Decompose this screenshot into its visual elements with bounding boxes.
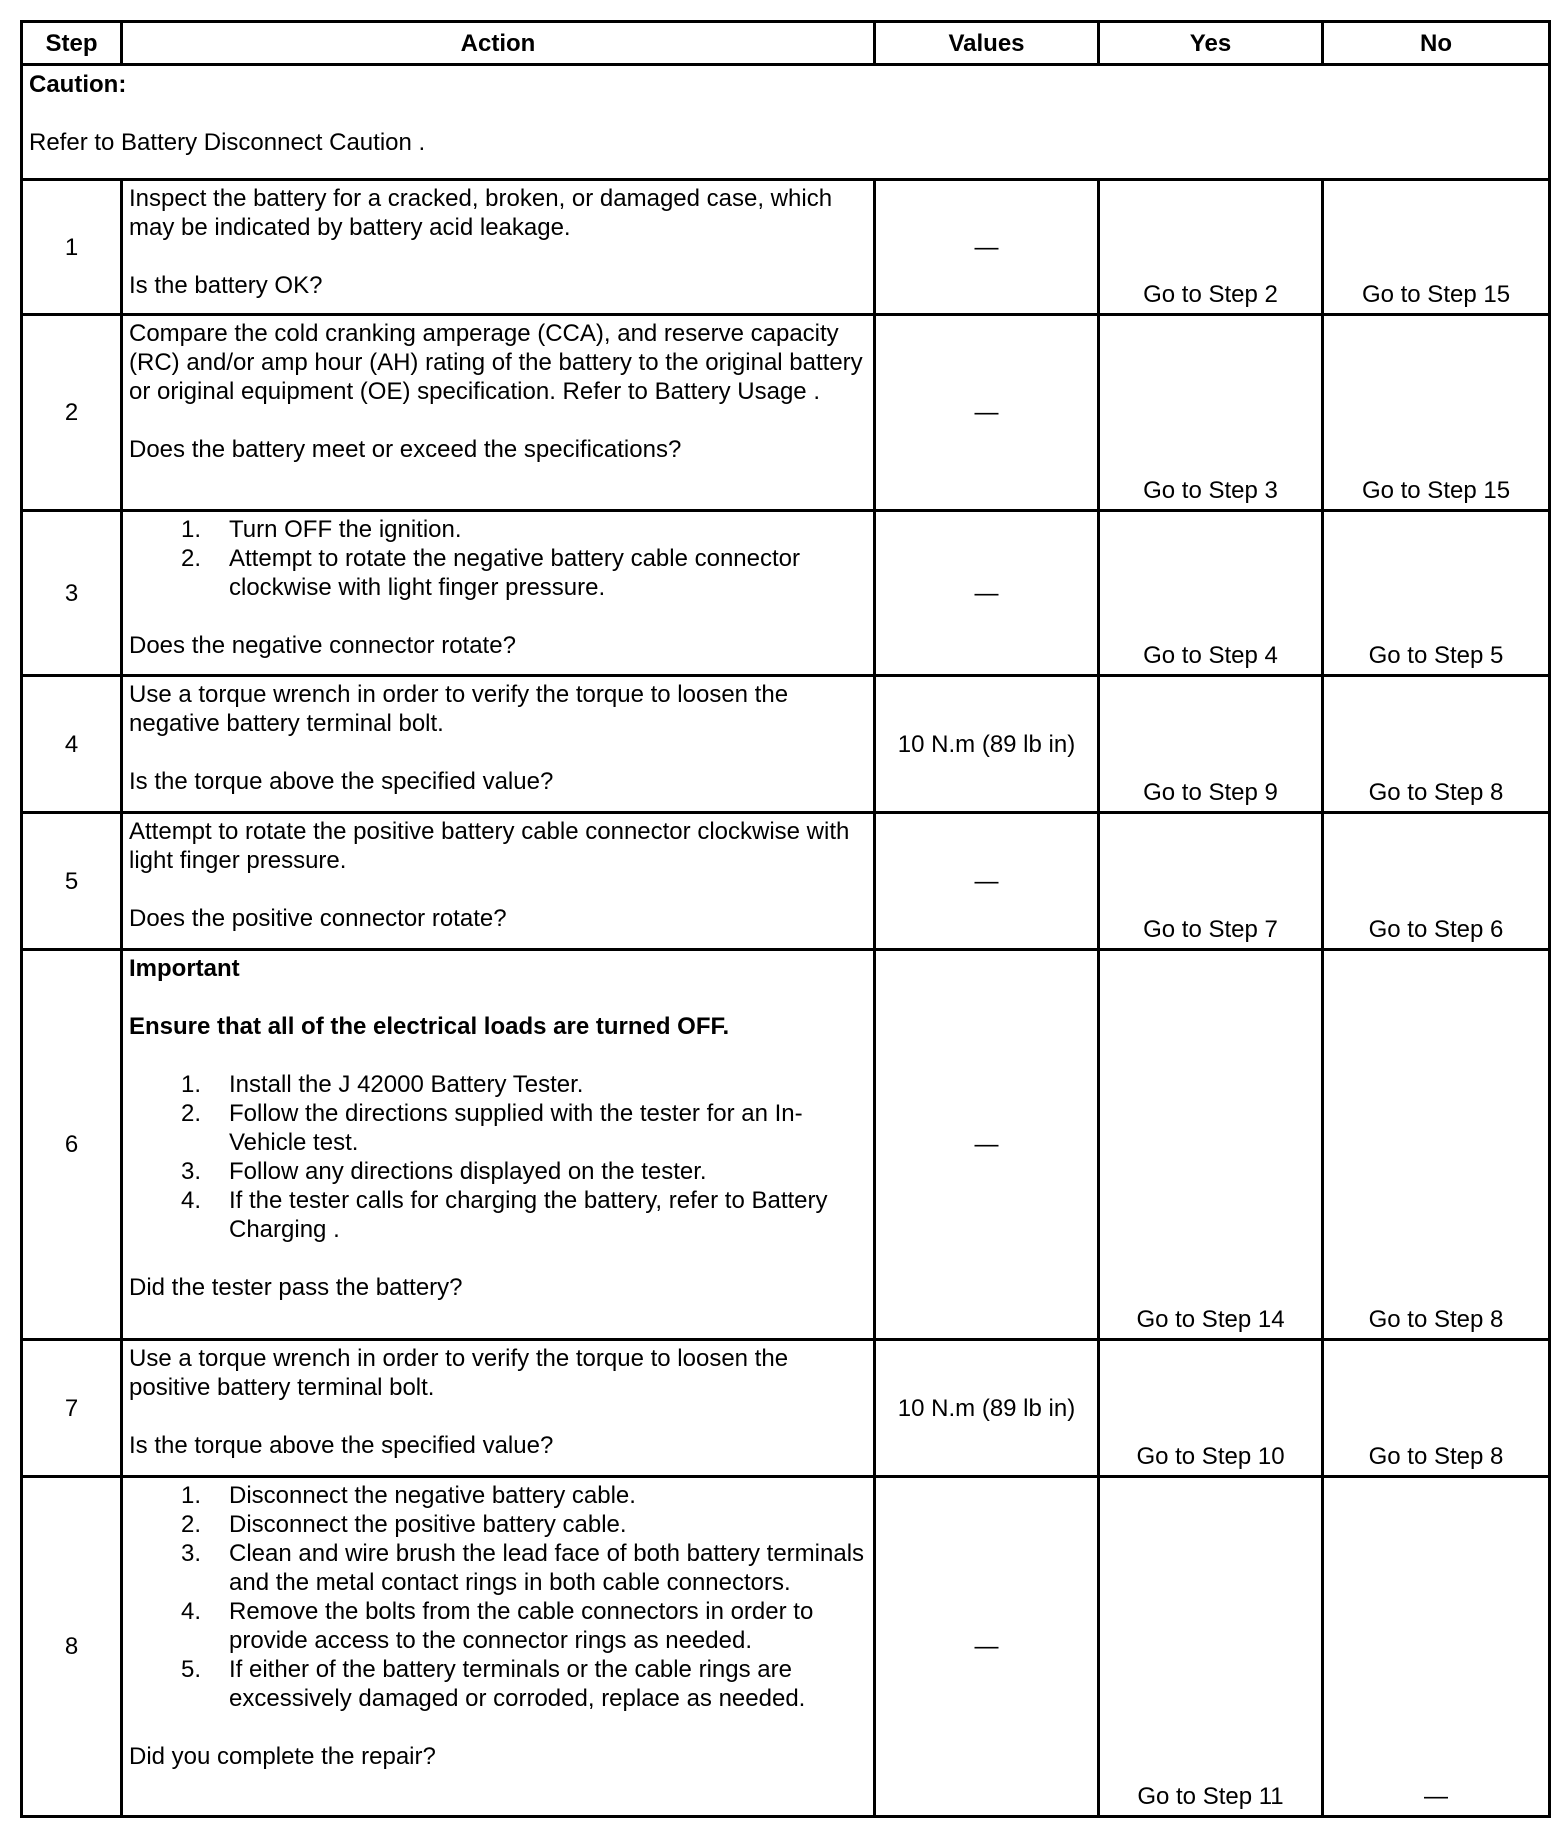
caution-text: Refer to Battery Disconnect Caution .: [29, 129, 426, 156]
yes-link[interactable]: Go to Step 3: [1099, 315, 1323, 511]
header-no: No: [1323, 22, 1550, 65]
action-cell: [122, 1340, 875, 1477]
yes-link[interactable]: Go to Step 7: [1099, 813, 1323, 950]
step-number: 1: [22, 180, 122, 315]
value-cell: —: [875, 813, 1099, 950]
yes-link[interactable]: Go to Step 4: [1099, 511, 1323, 676]
action-list: [129, 515, 869, 602]
yes-link[interactable]: Go to Step 9: [1099, 676, 1323, 813]
yes-link[interactable]: Go to Step 11: [1099, 1477, 1323, 1817]
value-cell: 10 N.m (89 lb in): [875, 676, 1099, 813]
caution-row: [22, 65, 1550, 180]
list-item: 2. Attempt to rotate the negative battery cable connector clockwise with light finger pressure.: [181, 545, 801, 601]
action-question: Did you complete the repair?: [129, 1743, 436, 1770]
action-question: Does the battery meet or exceed the specifications?: [129, 436, 682, 463]
value-cell: —: [875, 180, 1099, 315]
no-link[interactable]: Go to Step 8: [1323, 1340, 1550, 1477]
value-cell: —: [875, 315, 1099, 511]
diagnostic-table: [20, 20, 1551, 1818]
step-row-3: [22, 511, 1550, 676]
list-item: 2. Follow the directions supplied with the tester for an In-Vehicle test.: [181, 1100, 803, 1156]
step-row-1: [22, 180, 1550, 315]
action-question: Is the torque above the specified value?: [129, 1432, 554, 1459]
list-item: 5. If either of the battery terminals or the cable rings are excessively damaged or corroded, replace as needed.: [181, 1656, 806, 1712]
action-text: Use a torque wrench in order to verify the torque to loosen the positive battery terminal bolt.: [129, 1345, 789, 1401]
action-list: [129, 1070, 869, 1244]
list-item: 3. Follow any directions displayed on the tester.: [181, 1158, 707, 1185]
value-cell: —: [875, 1477, 1099, 1817]
action-cell: [122, 950, 875, 1340]
action-question: Is the torque above the specified value?: [129, 768, 554, 795]
important-text: Ensure that all of the electrical loads are turned OFF.: [129, 1013, 730, 1040]
step-number: 7: [22, 1340, 122, 1477]
no-link[interactable]: Go to Step 15: [1323, 315, 1550, 511]
no-link: —: [1323, 1477, 1550, 1817]
yes-link[interactable]: Go to Step 10: [1099, 1340, 1323, 1477]
action-text: Attempt to rotate the positive battery cable connector clockwise with light finger pressure.: [129, 818, 850, 874]
header-yes: Yes: [1099, 22, 1323, 65]
step-number: 6: [22, 950, 122, 1340]
no-link[interactable]: Go to Step 6: [1323, 813, 1550, 950]
step-row-4: [22, 676, 1550, 813]
header-action: Action: [122, 22, 875, 65]
no-link[interactable]: Go to Step 8: [1323, 950, 1550, 1340]
action-list: [129, 1481, 869, 1713]
no-link[interactable]: Go to Step 5: [1323, 511, 1550, 676]
action-question: Does the positive connector rotate?: [129, 905, 507, 932]
step-row-7: [22, 1340, 1550, 1477]
action-cell: [122, 315, 875, 511]
action-cell: [122, 813, 875, 950]
diagnostic-page: [20, 20, 1548, 1818]
important-label: Important: [129, 955, 240, 982]
action-cell: [122, 676, 875, 813]
step-number: 8: [22, 1477, 122, 1817]
header-step: Step: [22, 22, 122, 65]
yes-link[interactable]: Go to Step 2: [1099, 180, 1323, 315]
no-link[interactable]: Go to Step 15: [1323, 180, 1550, 315]
caution-label: Caution:: [29, 71, 127, 98]
action-cell: [122, 511, 875, 676]
list-item: 1. Turn OFF the ignition.: [181, 516, 462, 543]
header-row: [22, 22, 1550, 65]
action-text: Compare the cold cranking amperage (CCA), and reserve capacity (RC) and/or amp hour (AH) rating of the battery to the original battery or original equipment (OE) specification. Refer to Battery Usage .: [129, 320, 863, 405]
value-cell: —: [875, 950, 1099, 1340]
list-item: 3. Clean and wire brush the lead face of both battery terminals and the metal contact rings in both cable connectors.: [181, 1540, 865, 1596]
list-item: 2. Disconnect the positive battery cable.: [181, 1511, 627, 1538]
step-number: 5: [22, 813, 122, 950]
list-item: 4. Remove the bolts from the cable connectors in order to provide access to the connector rings as needed.: [181, 1598, 814, 1654]
list-item: 1. Disconnect the negative battery cable.: [181, 1482, 636, 1509]
step-number: 3: [22, 511, 122, 676]
action-cell: [122, 1477, 875, 1817]
yes-link[interactable]: Go to Step 14: [1099, 950, 1323, 1340]
value-cell: 10 N.m (89 lb in): [875, 1340, 1099, 1477]
no-link[interactable]: Go to Step 8: [1323, 676, 1550, 813]
step-number: 4: [22, 676, 122, 813]
step-number: 2: [22, 315, 122, 511]
step-row-5: [22, 813, 1550, 950]
caution-cell: [22, 65, 1550, 180]
action-text: Use a torque wrench in order to verify the torque to loosen the negative battery terminal bolt.: [129, 681, 789, 737]
step-row-6: [22, 950, 1550, 1340]
list-item: 1. Install the J 42000 Battery Tester.: [181, 1071, 584, 1098]
step-row-8: [22, 1477, 1550, 1817]
header-values: Values: [875, 22, 1099, 65]
action-text: Inspect the battery for a cracked, broken, or damaged case, which may be indicated by battery acid leakage.: [129, 185, 833, 241]
action-question: Does the negative connector rotate?: [129, 632, 516, 659]
value-cell: —: [875, 511, 1099, 676]
action-question: Is the battery OK?: [129, 272, 323, 299]
list-item: 4. If the tester calls for charging the battery, refer to Battery Charging .: [181, 1187, 828, 1243]
action-cell: [122, 180, 875, 315]
action-question: Did the tester pass the battery?: [129, 1274, 463, 1301]
step-row-2: [22, 315, 1550, 511]
